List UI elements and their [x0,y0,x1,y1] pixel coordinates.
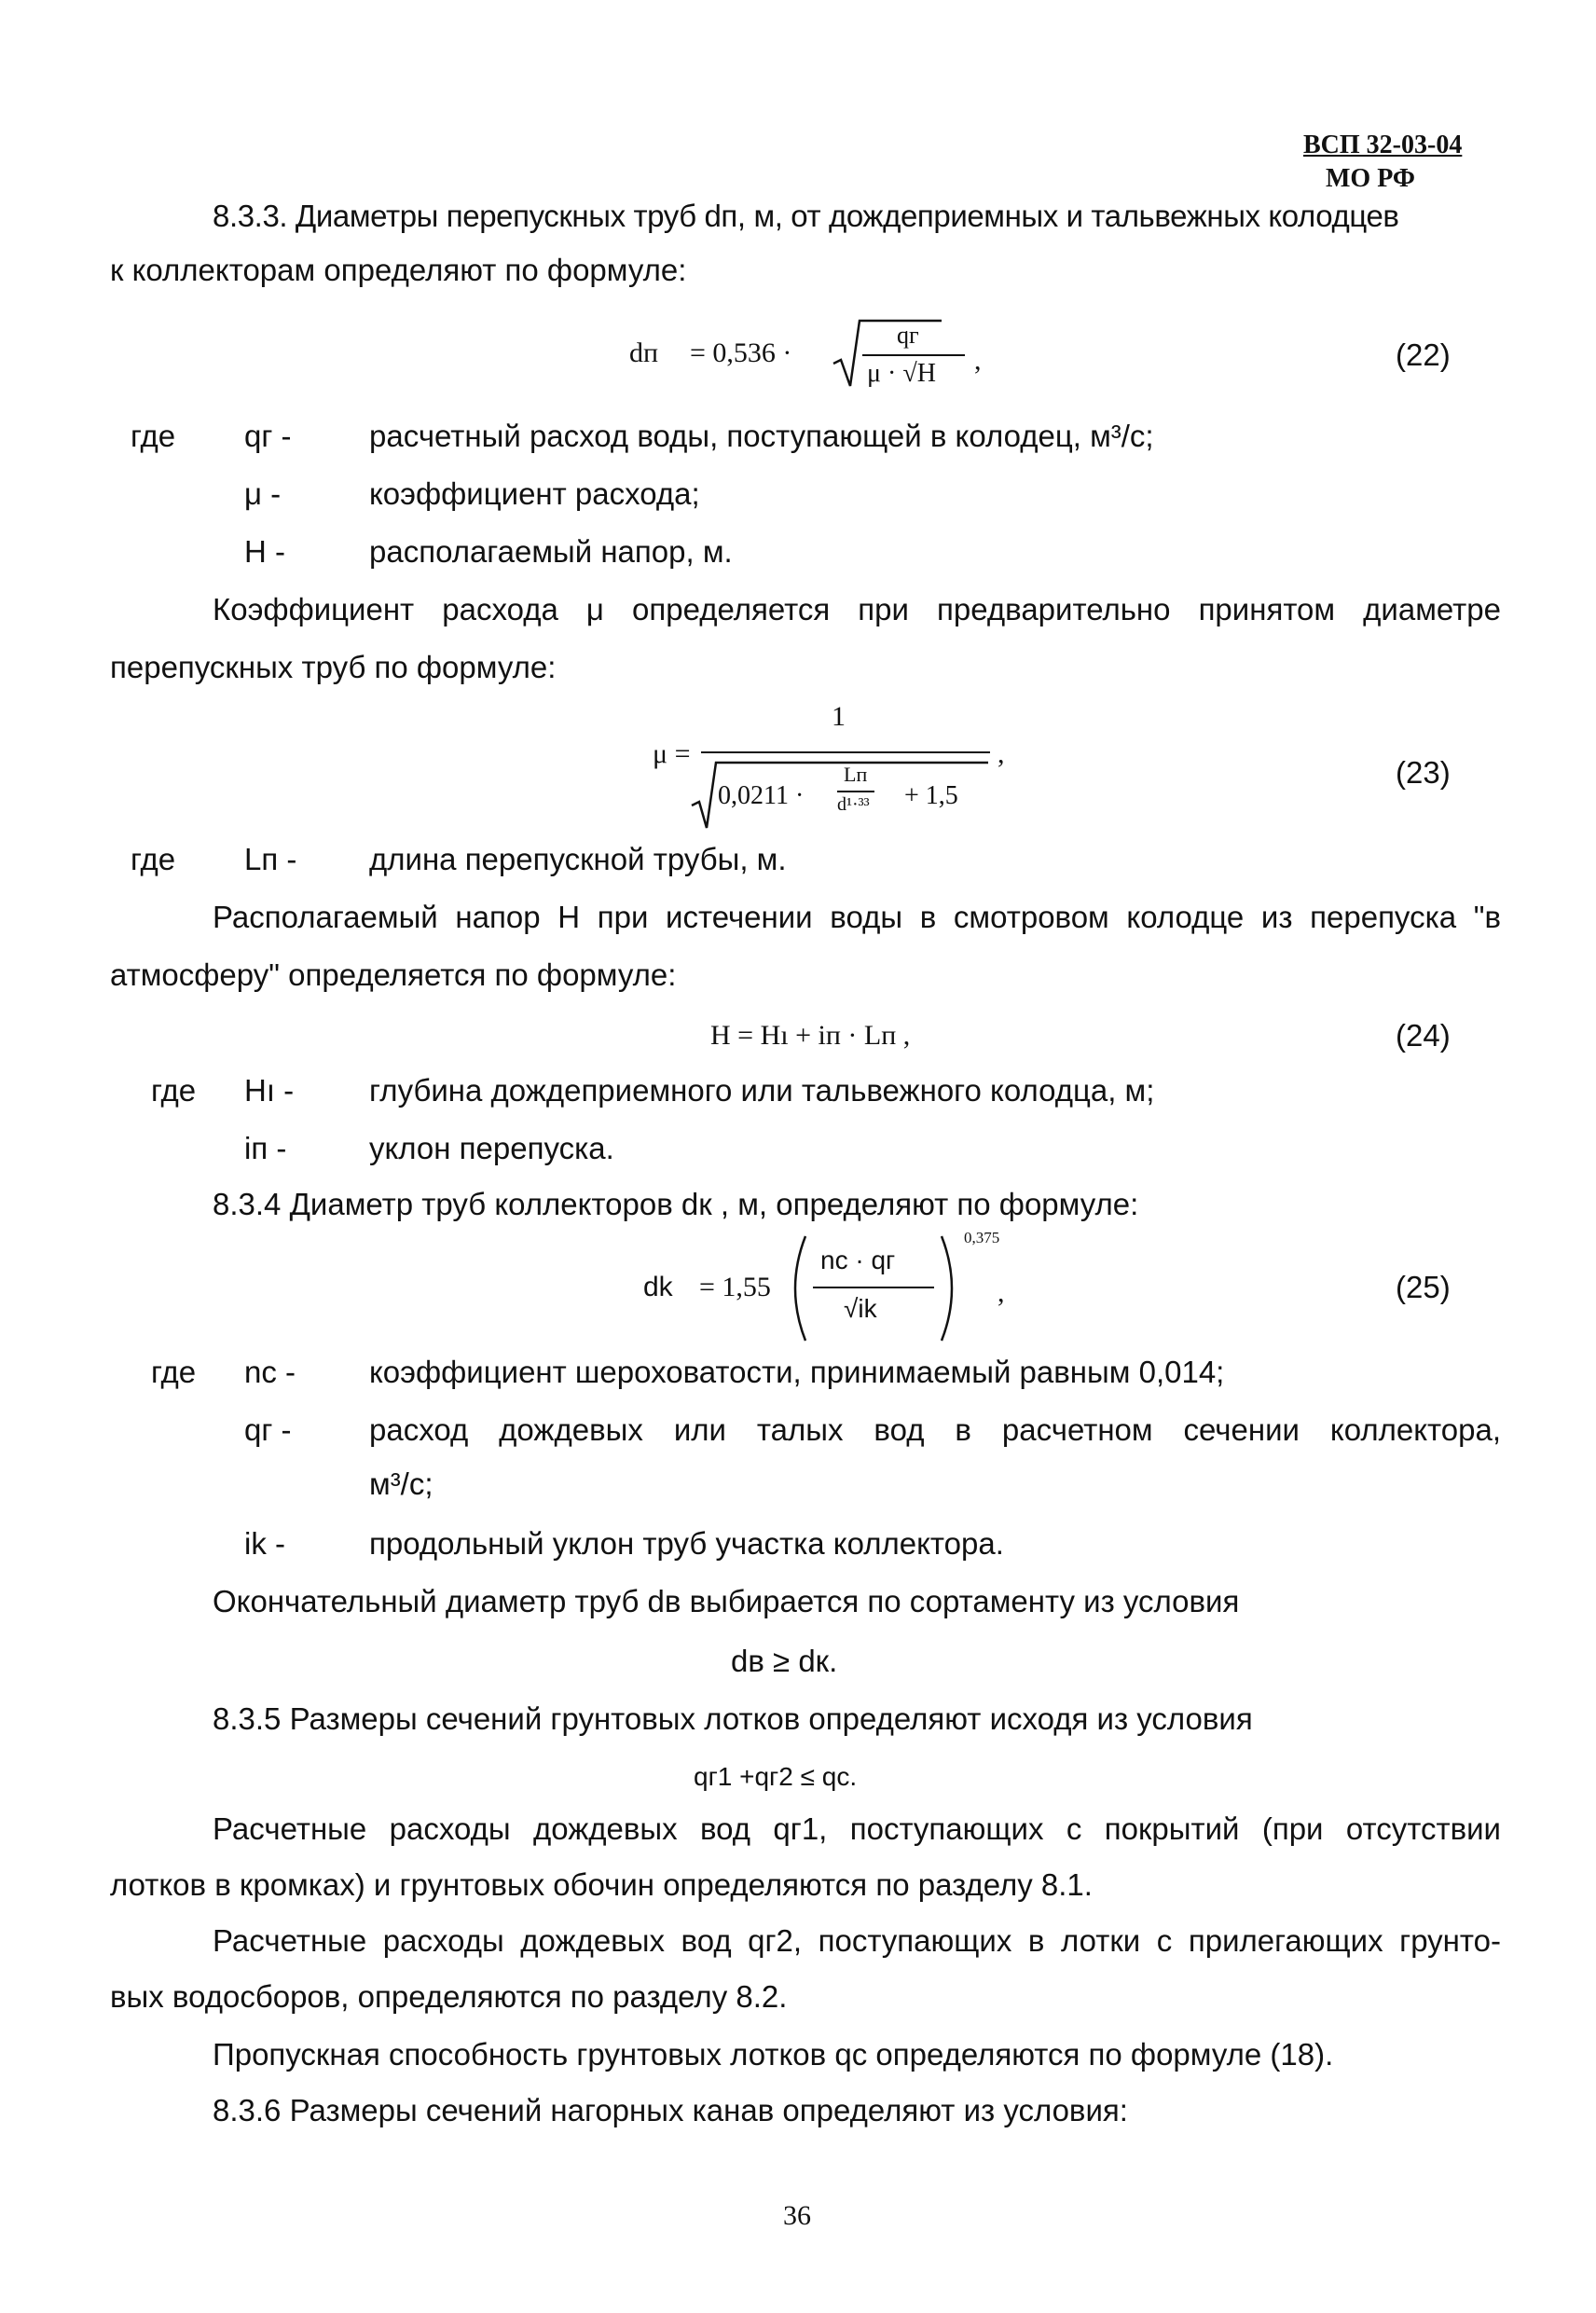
eq25-coef: = 1,55 [699,1272,771,1302]
eq23-term-b: + 1,5 [904,781,958,810]
eq23-numerator: 1 [832,701,846,732]
condition-835: qг1 +qг2 ≤ qс. [694,1762,858,1791]
def-ik-symbol: ik - [244,1526,285,1561]
eq22-number: (22) [1396,337,1451,372]
where-label-4: где [151,1355,197,1389]
where-label-3: где [151,1073,197,1108]
def-qr-symbol: qг - [244,1412,292,1447]
eq25-numerator: nс · qг [820,1246,896,1274]
eq25-fraction-bar [813,1287,934,1288]
def-symbol: iп - [244,1131,287,1165]
eq25-lhs: dk [643,1272,673,1302]
eq22-tail: , [974,345,982,376]
eq24-number: (24) [1396,1018,1451,1053]
def-ln-symbol: Lп - [244,842,297,876]
where-label-2: где [131,842,176,876]
eq22-coef: = 0,536 · [690,337,792,368]
paren-left-25 [783,1232,811,1344]
eq23-fraction-bar [701,751,990,753]
eq23-term-a: 0,0211 · [718,781,805,810]
eq25-tail: , [998,1277,1005,1308]
def-symbol: qг - [244,419,292,453]
page-number: 36 [783,2200,811,2231]
eq22-denominator: μ · √H [867,359,936,388]
paren-right-25 [936,1232,964,1344]
paragraph-qr1-line1: Расчетные расходы дождевых вод qг1, поступающих с покрытий (при отсутствии [213,1811,1501,1846]
eq23-frac-num: Lп [844,763,868,786]
def-qr-text: расход дождевых или талых вод в расчетном сечении коллектора, [369,1412,1501,1447]
paragraph-qr1-line2: лотков в кромках) и грунтовых обочин определяются по разделу 8.1. [110,1867,1093,1902]
eq23-tail: , [998,738,1005,769]
eq25-denominator: √ik [844,1294,877,1323]
paragraph-833-line1: 8.3.3. Диаметры перепускных труб dп, м, от дождеприемных и тальвежных колодцев [213,199,1399,233]
heading-835: 8.3.5 Размеры сечений грунтовых лотков определяют исходя из условия [213,1701,1253,1736]
heading-836: 8.3.6 Размеры сечений нагорных канав определяют из условия: [213,2093,1128,2127]
paragraph-head-line1: Располагаемый напор Н при истечении воды в смотровом колодце из перепуска "в [213,900,1501,934]
eq23-frac-den: d¹·³³ [837,794,870,815]
paragraph-head-line2: атмосферу" определяется по формуле: [110,957,677,992]
def-text: глубина дождеприемного или тальвежного колодца, м; [369,1073,1155,1108]
def-text: уклон перепуска. [369,1131,614,1165]
where-label-1: где [131,419,176,453]
paragraph-mu-line2: перепускных труб по формуле: [110,650,557,684]
eq25-number: (25) [1396,1270,1451,1304]
final-diameter-condition: dв ≥ dк. [731,1644,838,1678]
paragraph-qr2-line1: Расчетные расходы дождевых вод qг2, поступающих в лотки с прилегающих грунто- [213,1923,1501,1958]
eq23-inner-bar [837,791,874,792]
def-text: коэффициент расхода; [369,476,700,511]
def-ln-text: длина перепускной трубы, м. [369,842,787,876]
def-symbol: Н - [244,534,285,569]
paragraph-qr2-line2: вых водосборов, определяются по разделу 8.2. [110,1979,788,2014]
def-symbol: Hı - [244,1073,295,1108]
eq22-fraction-bar [862,354,965,356]
eq23-number: (23) [1396,755,1451,790]
def-text: расчетный расход воды, поступающей в колодец, м³/с; [369,419,1154,453]
def-symbol: μ - [244,476,282,511]
document-code: ВСП 32-03-04 [1303,131,1463,159]
eq22-numerator: qг [897,322,919,349]
document-org: МО РФ [1326,164,1415,193]
paragraph-mu-line1: Коэффициент расхода μ определяется при предварительно принятом диаметре [213,592,1501,626]
eq22-lhs: dп [629,337,659,368]
def-qr-text-cont: м³/с; [369,1466,433,1501]
def-nc-text: коэффициент шероховатости, принимаемый равным 0,014; [369,1355,1225,1389]
def-text: располагаемый напор, м. [369,534,733,569]
final-diameter-line: Окончательный диаметр труб dв выбирается по сортаменту из условия [213,1584,1240,1618]
paragraph-capacity: Пропускная способность грунтовых лотков qс определяются по формуле (18). [213,2037,1334,2072]
eq23-lhs: μ = [653,738,691,769]
def-ik-text: продольный уклон труб участка коллектора. [369,1526,1004,1561]
eq25-exponent: 0,375 [964,1229,1000,1246]
equation-24: H = Hı + iп · Lп , [710,1020,911,1051]
paragraph-833-line2: к коллекторам определяют по формуле: [110,253,687,287]
def-nc-symbol: nс - [244,1355,296,1389]
heading-834: 8.3.4 Диаметр труб коллекторов dк , м, определяют по формуле: [213,1187,1139,1221]
